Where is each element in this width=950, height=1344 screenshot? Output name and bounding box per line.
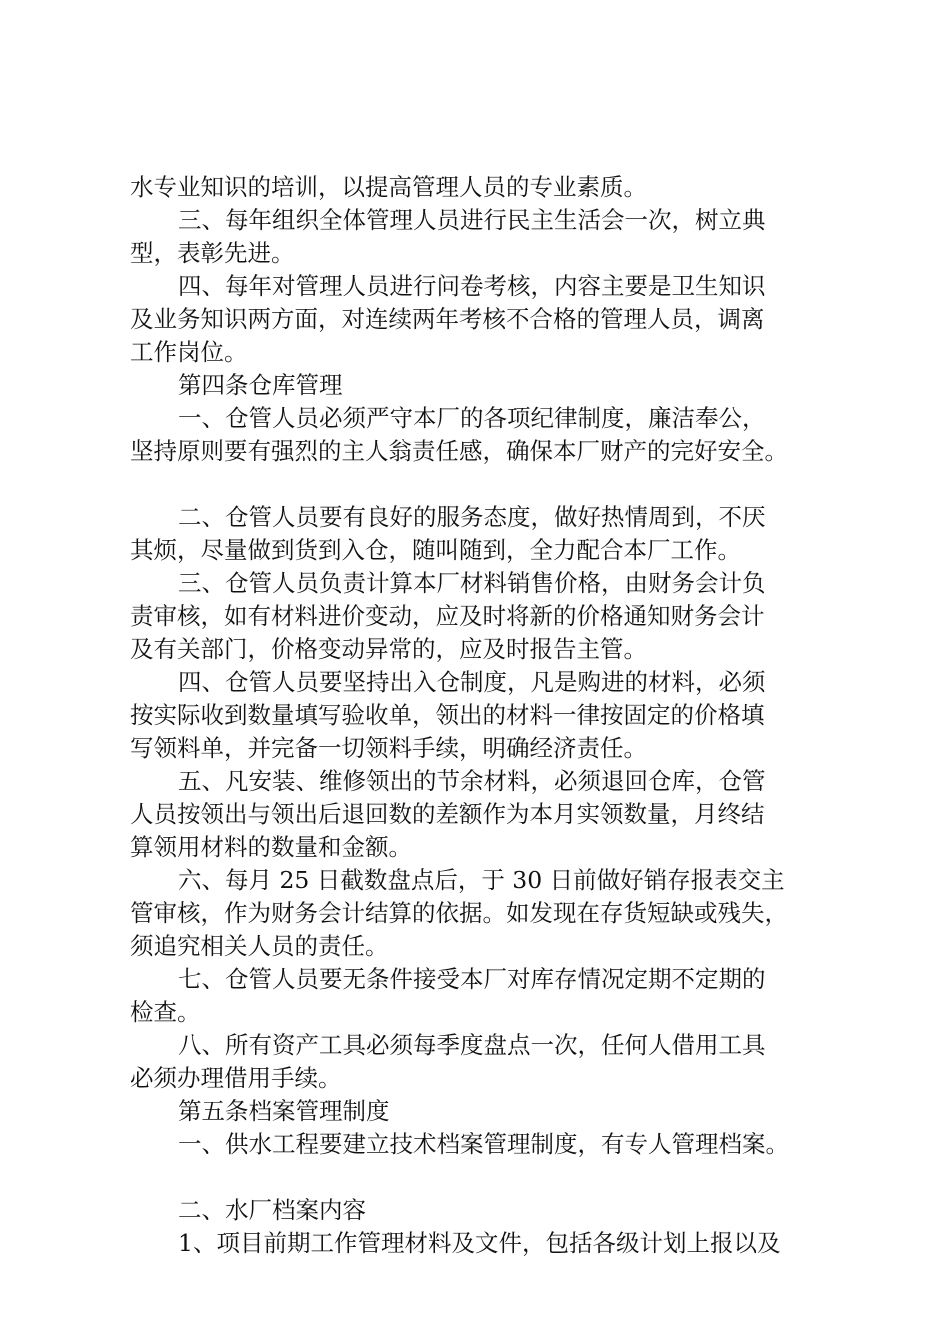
text-line: 四、每年对管理人员进行问卷考核，内容主要是卫生知识	[178, 272, 766, 300]
text-line: 及业务知识两方面，对连续两年考核不合格的管理人员，调离	[130, 305, 765, 333]
text-line: 四、仓管人员要坚持出入仓制度，凡是购进的材料，必须	[178, 668, 766, 696]
section-heading: 第五条档案管理制度	[178, 1097, 390, 1125]
text-line: 水专业知识的培训，以提高管理人员的专业素质。	[130, 173, 647, 201]
text-line: 一、仓管人员必须严守本厂的各项纪律制度，廉洁奉公，	[178, 404, 766, 432]
text-line: 人员按领出与领出后退回数的差额作为本月实领数量，月终结	[130, 800, 765, 828]
text-line: 写领料单，并完备一切领料手续，明确经济责任。	[130, 734, 647, 762]
text-line: 八、所有资产工具必须每季度盘点一次，任何人借用工具	[178, 1031, 766, 1059]
text-line: 及有关部门，价格变动异常的，应及时报告主管。	[130, 635, 647, 663]
document-body	[130, 171, 850, 1260]
text-line: 三、仓管人员负责计算本厂材料销售价格，由财务会计负	[178, 569, 766, 597]
text-line: 1、项目前期工作管理材料及文件，包括各级计划上报以及	[178, 1229, 781, 1257]
text-line: 检查。	[130, 998, 201, 1026]
text-line: 按实际收到数量填写验收单，领出的材料一律按固定的价格填	[130, 701, 765, 729]
text-line: 二、仓管人员要有良好的服务态度，做好热情周到，不厌	[178, 503, 766, 531]
paragraph-gap	[130, 468, 850, 501]
text-line: 须追究相关人员的责任。	[130, 932, 389, 960]
text-line: 责审核，如有材料进价变动，应及时将新的价格通知财务会计	[130, 602, 765, 630]
text-line: 算领用材料的数量和金额。	[130, 833, 412, 861]
text-line: 一、供水工程要建立技术档案管理制度，有专人管理档案。	[178, 1130, 789, 1158]
text-line: 五、凡安装、维修领出的节余材料，必须退回仓库，仓管	[178, 767, 766, 795]
text-line: 七、仓管人员要无条件接受本厂对库存情况定期不定期的	[178, 965, 766, 993]
text-line: 三、每年组织全体管理人员进行民主生活会一次，树立典	[178, 206, 766, 234]
text-line: 坚持原则要有强烈的主人翁责任感，确保本厂财产的完好安全。	[130, 437, 788, 465]
text-line: 型，表彰先进。	[130, 239, 295, 267]
text-line: 二、水厂档案内容	[178, 1196, 366, 1224]
section-heading: 第四条仓库管理	[178, 371, 343, 399]
text-line: 六、每月 25 日截数盘点后，于 30 日前做好销存报表交主	[178, 866, 785, 894]
text-line: 工作岗位。	[130, 338, 248, 366]
text-line: 管审核，作为财务会计结算的依据。如发现在存货短缺或残失，	[130, 899, 788, 927]
text-line: 必须办理借用手续。	[130, 1064, 342, 1092]
text-line: 其烦，尽量做到货到入仓，随叫随到，全力配合本厂工作。	[130, 536, 741, 564]
paragraph-gap	[130, 1161, 850, 1194]
